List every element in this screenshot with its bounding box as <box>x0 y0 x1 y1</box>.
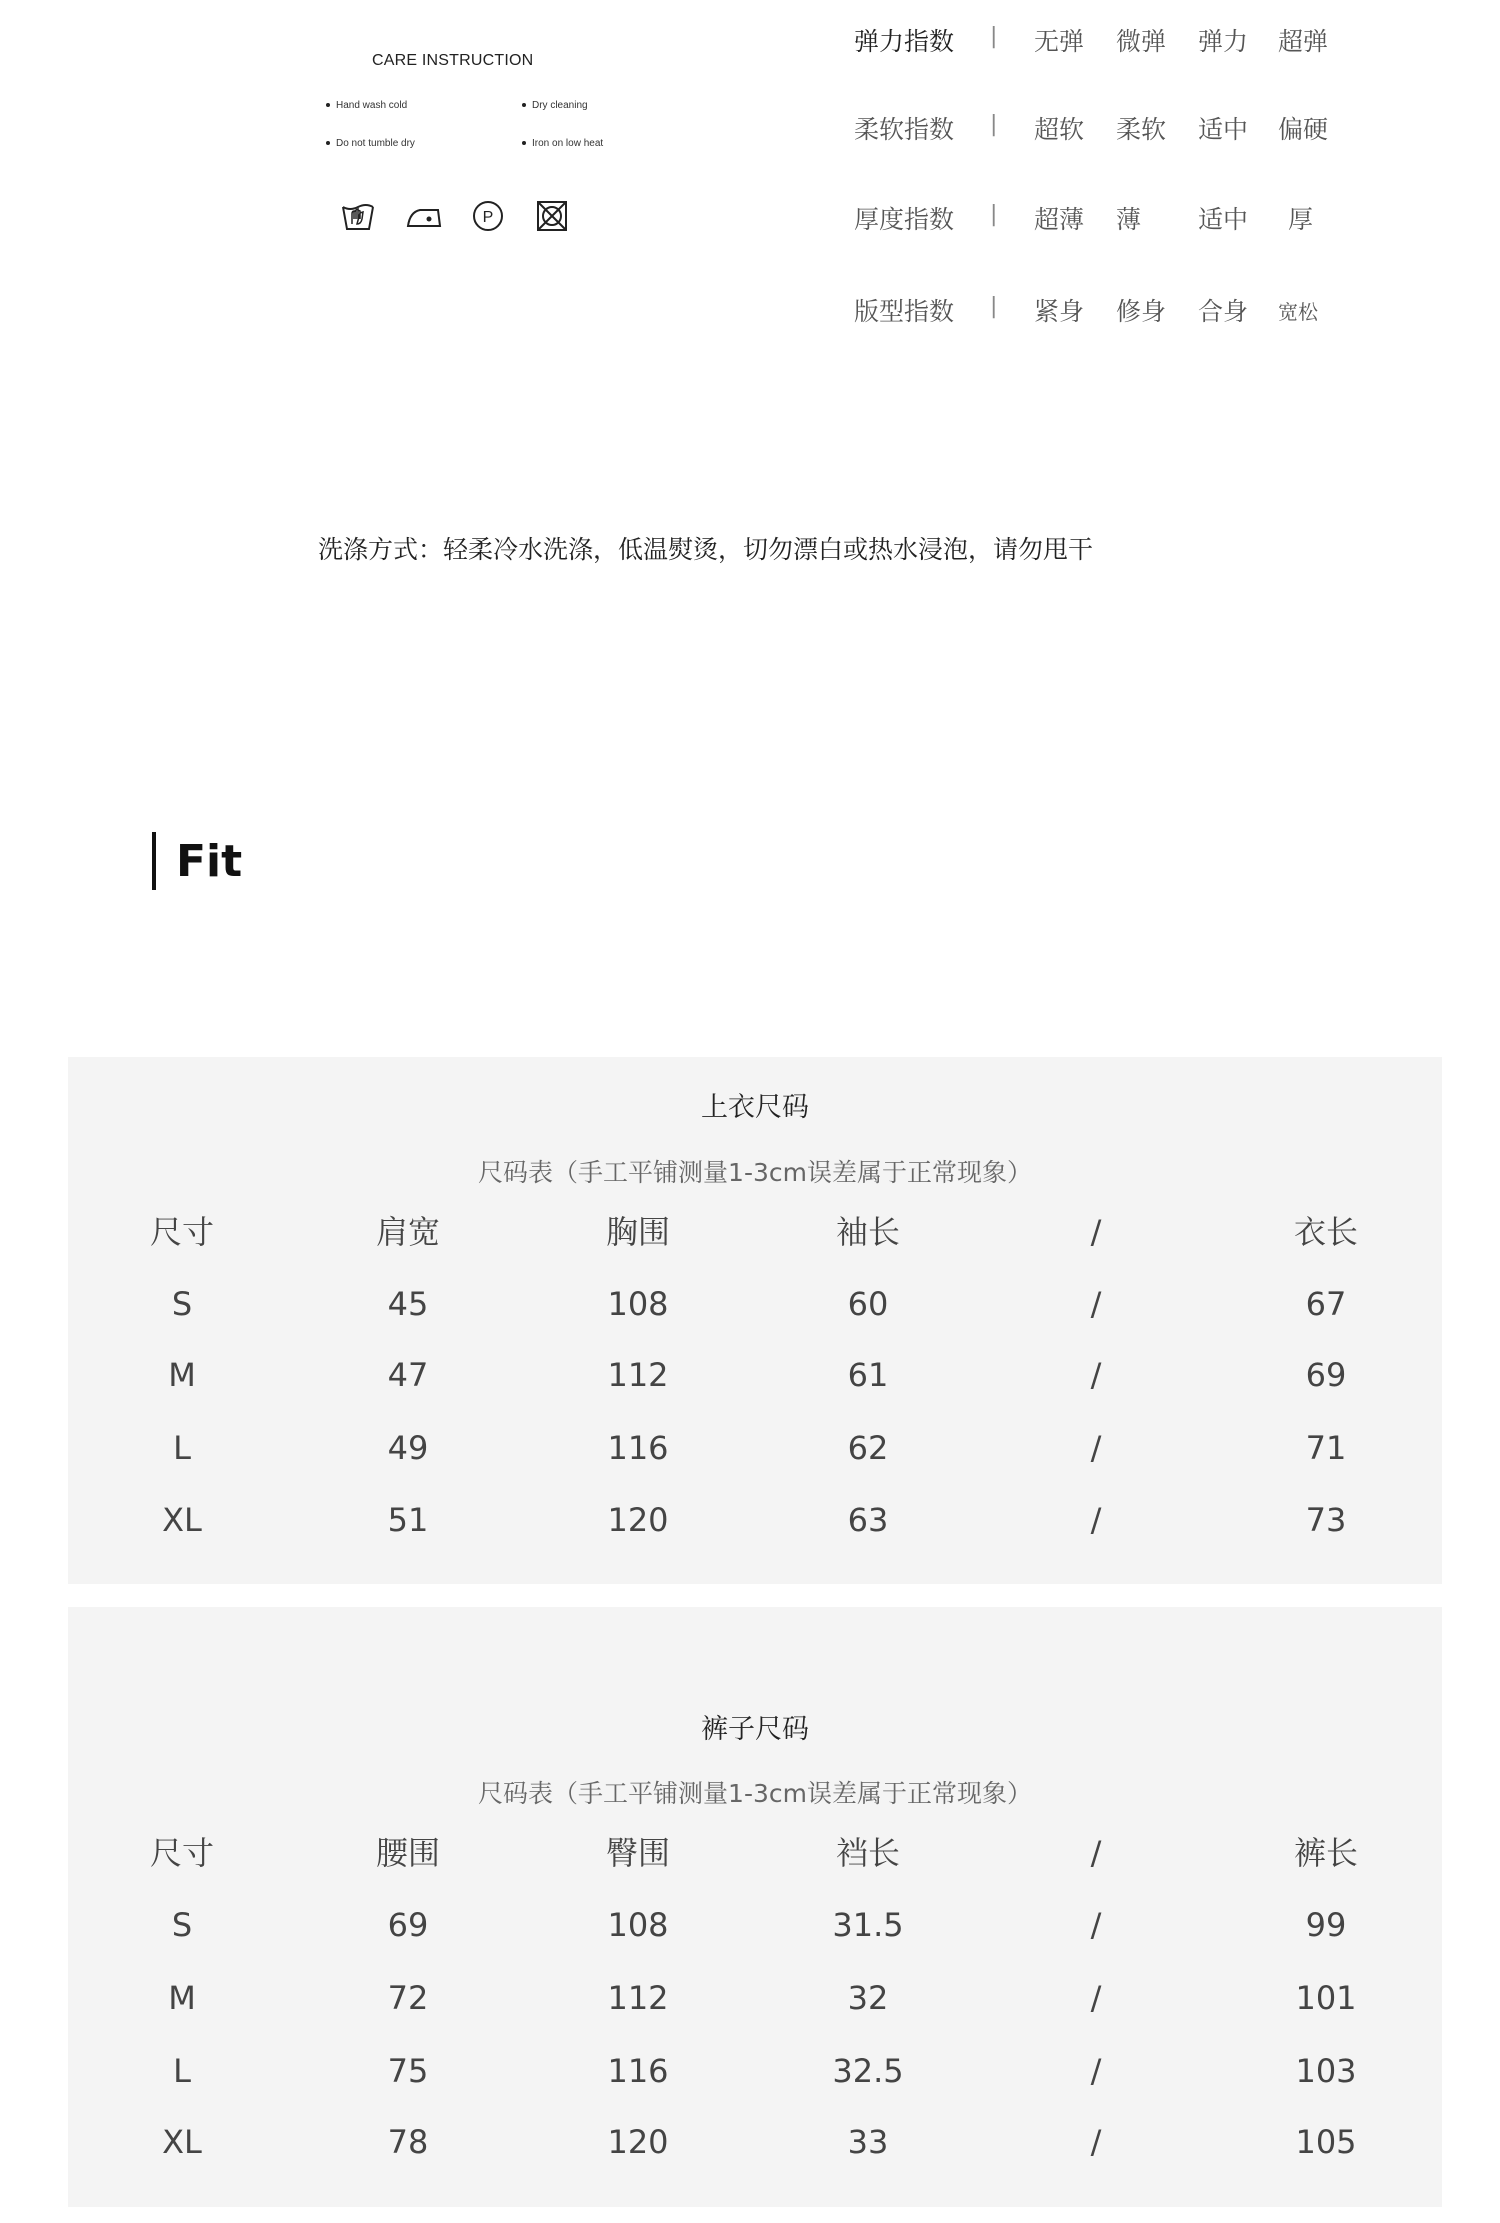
table-cell: 33 <box>847 2123 889 2161</box>
table-cell: / <box>1090 1429 1102 1467</box>
index-separator: | <box>990 24 998 49</box>
table-cell: 103 <box>1295 2052 1357 2090</box>
wash-instructions: 洗涤方式：轻柔冷水洗涤，低温熨烫，切勿漂白或热水浸泡，请勿甩干 <box>318 535 1094 564</box>
index-option: 微弹 <box>1116 27 1167 56</box>
table-cell: M <box>168 1979 196 2017</box>
table-header-cell: 臀围 <box>605 1834 670 1872</box>
table-row <box>68 1900 1442 1950</box>
table-row <box>68 1423 1442 1473</box>
table-cell: S <box>171 1906 193 1944</box>
table-cell: / <box>1090 1356 1102 1394</box>
table-cell: L <box>173 1429 191 1467</box>
table-cell: 61 <box>847 1356 889 1394</box>
index-option: 偏硬 <box>1278 115 1329 144</box>
table-row <box>68 1350 1442 1400</box>
index-separator: | <box>990 112 998 137</box>
table-cell: L <box>173 2052 191 2090</box>
table-cell: 116 <box>607 2052 669 2090</box>
table-cell: / <box>1090 1979 1102 2017</box>
index-option: 超薄 <box>1034 205 1085 234</box>
index-option: 超软 <box>1034 115 1085 144</box>
iron-low-heat-icon <box>404 198 444 234</box>
table-cell: 112 <box>607 1356 669 1394</box>
table-header-cell: / <box>1090 1213 1102 1251</box>
do-not-tumble-dry-icon <box>534 198 570 234</box>
table-cell: 45 <box>387 1285 429 1323</box>
table-cell: 69 <box>1305 1356 1347 1394</box>
index-option: 宽松 <box>1278 300 1318 324</box>
table-cell: 108 <box>607 1906 669 1944</box>
index-option: 超弹 <box>1278 27 1329 56</box>
table-cell: 112 <box>607 1979 669 2017</box>
table-cell: 116 <box>607 1429 669 1467</box>
top-size-panel <box>68 1057 1442 1584</box>
table-cell: 63 <box>847 1501 889 1539</box>
table-cell: 51 <box>387 1501 429 1539</box>
top-table-subtitle: 尺码表（手工平铺测量1-3cm误差属于正常现象） <box>478 1158 1032 1187</box>
table-cell: 78 <box>387 2123 429 2161</box>
table-header-cell: 袖长 <box>835 1213 900 1251</box>
dry-clean-p-icon <box>470 198 506 234</box>
table-cell: / <box>1090 2123 1102 2161</box>
table-cell: 101 <box>1295 1979 1357 2017</box>
table-cell: / <box>1090 1906 1102 1944</box>
index-option: 紧身 <box>1034 297 1085 326</box>
table-cell: 71 <box>1305 1429 1347 1467</box>
table-row <box>68 1495 1442 1545</box>
table-cell: M <box>168 1356 196 1394</box>
table-header-cell: 尺寸 <box>149 1213 214 1251</box>
table-header-cell: 肩宽 <box>375 1213 440 1251</box>
table-cell: 49 <box>387 1429 429 1467</box>
pants-table-subtitle: 尺码表（手工平铺测量1-3cm误差属于正常现象） <box>478 1779 1032 1808</box>
index-option: 无弹 <box>1034 27 1085 56</box>
table-header-cell: 腰围 <box>375 1834 440 1872</box>
table-header-cell: 裤长 <box>1293 1834 1358 1872</box>
table-cell: 75 <box>387 2052 429 2090</box>
table-header-row <box>68 1828 1442 1878</box>
index-option: 弹力 <box>1198 27 1249 56</box>
index-option: 薄 <box>1116 205 1142 234</box>
index-separator: | <box>990 202 998 227</box>
care-instruction <box>320 52 620 252</box>
table-cell: 67 <box>1305 1285 1347 1323</box>
care-item-dry-cleaning: Dry cleaning <box>522 100 588 111</box>
heading-bar <box>152 832 156 890</box>
table-cell: 60 <box>847 1285 889 1323</box>
care-item-iron-low: Iron on low heat <box>522 138 603 149</box>
fit-heading-text: Fit <box>176 836 243 887</box>
hand-wash-icon <box>340 198 376 234</box>
table-cell: 32 <box>847 1979 889 2017</box>
table-header-row <box>68 1207 1442 1257</box>
table-cell: 31.5 <box>832 1906 904 1944</box>
table-cell: 72 <box>387 1979 429 2017</box>
table-cell: 99 <box>1305 1906 1347 1944</box>
table-header-cell: 尺寸 <box>149 1834 214 1872</box>
table-cell: 120 <box>607 1501 669 1539</box>
care-title: CARE INSTRUCTION <box>372 52 534 69</box>
table-cell: 32.5 <box>832 2052 904 2090</box>
table-row <box>68 2046 1442 2096</box>
top-table-title: 上衣尺码 <box>701 1092 809 1123</box>
table-cell: 73 <box>1305 1501 1347 1539</box>
index-option: 厚 <box>1288 205 1314 234</box>
table-row <box>68 2117 1442 2167</box>
table-row <box>68 1973 1442 2023</box>
table-cell: / <box>1090 1501 1102 1539</box>
table-cell: 69 <box>387 1906 429 1944</box>
pants-table-title: 裤子尺码 <box>701 1714 809 1745</box>
index-option: 合身 <box>1198 297 1249 326</box>
index-label: 厚度指数 <box>854 205 955 234</box>
table-header-cell: 胸围 <box>605 1213 670 1251</box>
index-option: 柔软 <box>1116 115 1167 144</box>
table-cell: 120 <box>607 2123 669 2161</box>
pants-size-panel <box>68 1607 1442 2207</box>
index-option: 修身 <box>1116 297 1167 326</box>
table-cell: S <box>171 1285 193 1323</box>
table-header-cell: 裆长 <box>835 1834 900 1872</box>
table-cell: 62 <box>847 1429 889 1467</box>
index-label: 柔软指数 <box>854 115 955 144</box>
care-item-hand-wash: Hand wash cold <box>326 100 407 111</box>
table-cell: / <box>1090 2052 1102 2090</box>
table-cell: / <box>1090 1285 1102 1323</box>
table-cell: XL <box>162 2123 202 2161</box>
table-header-cell: 衣长 <box>1293 1213 1358 1251</box>
care-item-no-tumble-dry: Do not tumble dry <box>326 138 415 149</box>
index-option: 适中 <box>1198 115 1249 144</box>
table-cell: 47 <box>387 1356 429 1394</box>
index-label: 弹力指数 <box>854 27 955 56</box>
svg-text:P: P <box>482 209 494 226</box>
index-label: 版型指数 <box>854 297 955 326</box>
table-cell: XL <box>162 1501 202 1539</box>
table-header-cell: / <box>1090 1834 1102 1872</box>
index-separator: | <box>990 294 998 319</box>
table-row <box>68 1279 1442 1329</box>
table-cell: 108 <box>607 1285 669 1323</box>
index-option: 适中 <box>1198 205 1249 234</box>
table-cell: 105 <box>1295 2123 1357 2161</box>
